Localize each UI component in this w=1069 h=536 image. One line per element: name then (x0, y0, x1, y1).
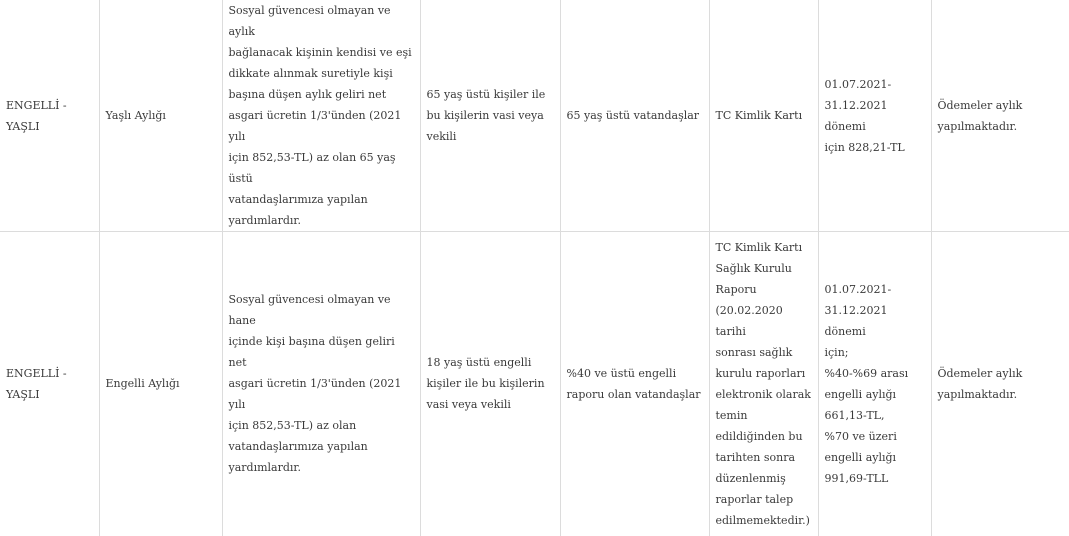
description-text: Sosyal güvencesi olmayan ve aylık bağlanacak kişinin kendisi ve eşi dikkate alınmak suretiyle kişi başına düşen aylık geliri net asgari ücretin 1/3'ünden (2021 yılı için 852,53-TL) az olan 65 yaş üstü vatandaşlarımıza yapılan yardımlardır. (228, 4, 412, 227)
applicant-text: 65 yaş üstü kişiler ile bu kişilerin vasi veya vekili (426, 88, 546, 143)
beneficiary-text: 65 yaş üstü vatandaşlar (566, 109, 700, 122)
documents-cell (709, 232, 818, 536)
beneficiary-cell (560, 232, 709, 536)
beneficiary-cell (560, 0, 709, 232)
description-cell (222, 232, 420, 536)
applicant-cell (420, 0, 560, 232)
applicant-text: 18 yaş üstü engelli kişiler ile bu kişilerin vasi veya vekili (426, 356, 545, 412)
amount-cell (818, 232, 931, 536)
amount-text: 01.07.2021- 31.12.2021 dönemi için 828,21-TL (824, 77, 905, 154)
description-cell (222, 0, 420, 232)
table-row (0, 0, 1069, 232)
category-cell (0, 232, 99, 536)
category-cell (0, 0, 99, 232)
category-text: ENGELLİ - YAŞLI (6, 366, 67, 401)
table-row (0, 232, 1069, 536)
applicant-cell (420, 232, 560, 536)
payment-cell (931, 0, 1069, 232)
description-text: Sosyal güvencesi olmayan ve hane içinde kişi başına düşen geliri net asgari ücretin 1/3'ünden (2021 yılı için 852,53-TL) az olan vatandaşlarımıza yapılan yardımlardır. (228, 293, 402, 475)
documents-text: TC Kimlik Kartı (715, 109, 803, 122)
amount-cell (818, 0, 931, 232)
service-text: Yaşlı Aylığı (105, 109, 166, 122)
payment-text: Ödemeler aylık yapılmaktadır. (937, 98, 1023, 133)
beneficiary-text: %40 ve üstü engelli raporu olan vatandaşlar (566, 366, 701, 401)
amount-text: 01.07.2021- 31.12.2021 dönemi için; %40-%69 arası engelli aylığı 661,13-TL, %70 ve üzeri engelli aylığı 991,69-TLL (824, 282, 909, 485)
service-cell (99, 0, 222, 232)
payment-cell (931, 232, 1069, 536)
category-text: ENGELLİ - YAŞLI (6, 98, 67, 133)
service-cell (99, 232, 222, 536)
documents-text: TC Kimlik Kartı Sağlık Kurulu Raporu (20.02.2020 tarihi sonrası sağlık kurulu raporları elektronik olarak temin edildiğinden bu tarihten sonra düzenlenmiş raporlar talep edilmemektedir.) (715, 240, 811, 527)
service-text: Engelli Aylığı (105, 377, 180, 391)
documents-cell (709, 0, 818, 232)
payment-text: Ödemeler aylık yapılmaktadır. (937, 366, 1023, 401)
